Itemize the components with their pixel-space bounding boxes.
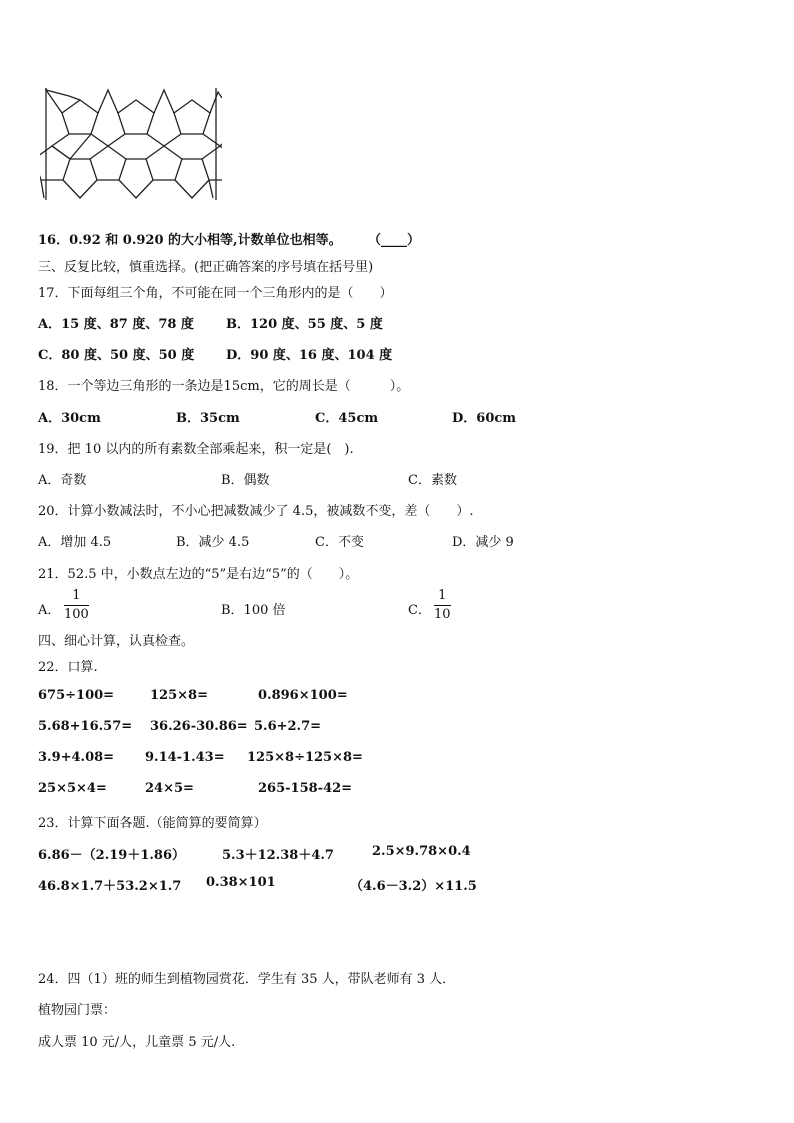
q22-item: 25×5×4=: [38, 781, 107, 796]
pentagon-shape: [174, 100, 210, 134]
q21-stem: 21．52.5 中，小数点左边的“5”是右边“5”的（ ）。: [38, 567, 359, 582]
pentagon-shape: [62, 100, 98, 134]
q22-item: 5.68+16.57=: [38, 719, 133, 734]
pentagon-shape: [202, 146, 222, 180]
tessellation-pentagons: [40, 100, 222, 180]
q20-option-b[interactable]: B．减少 4.5: [176, 535, 250, 550]
q19-stem: 19．把 10 以内的所有素数全部乘起来，积一定是( ).: [38, 442, 354, 457]
fraction-bar: [64, 605, 89, 606]
q20-option-c[interactable]: C．不变: [315, 535, 364, 550]
star-edges: [147, 134, 181, 146]
q23-item: 6.86－（2.19＋1.86）: [38, 848, 185, 863]
star-edges: [91, 134, 125, 146]
q18-stem: 18．一个等边三角形的一条边是15cm，它的周长是（ ）。: [38, 379, 410, 394]
q22-item: 125×8÷125×8=: [247, 750, 363, 765]
figure-frame-ticks: [46, 88, 216, 200]
q22-item: 265-158-42=: [258, 781, 353, 796]
q24-line2: 植物园门票：: [38, 1003, 117, 1018]
q22-item: 5.6+2.7=: [254, 719, 322, 734]
q16-answer-blank[interactable]: （____）: [368, 233, 421, 248]
section3-title: 三、反复比较，慎重选择。(把正确答案的序号填在括号里): [38, 260, 374, 275]
q23-item: 5.3＋12.38＋4.7: [222, 848, 334, 863]
q18-option-b[interactable]: B．35cm: [176, 411, 240, 426]
q19-option-a[interactable]: A．奇数: [38, 473, 87, 488]
section4-title: 四、细心计算，认真检查。: [38, 634, 195, 649]
fraction-numerator: 1: [438, 588, 447, 603]
q22-item: 125×8=: [150, 688, 208, 703]
star-edges: [63, 180, 97, 198]
q21-option-a-label[interactable]: A．: [38, 603, 61, 618]
q24-line3: 成人票 10 元/人，儿童票 5 元/人.: [38, 1035, 236, 1050]
q22-item: 24×5=: [145, 781, 194, 796]
q24-stem: 24．四（1）班的师生到植物园赏花．学生有 35 人，带队老师有 3 人．: [38, 972, 456, 987]
pentagon-shape: [118, 100, 154, 134]
q18-option-c[interactable]: C．45cm: [315, 411, 379, 426]
q21-option-c-label[interactable]: C．: [408, 603, 431, 618]
q17-option-d[interactable]: D．90 度、16 度、104 度: [226, 348, 393, 363]
star-edges: [46, 90, 80, 113]
fraction-numerator: 1: [72, 588, 81, 603]
star-edges: [209, 180, 213, 198]
q23-stem: 23．计算下面各题.（能简算的要简算）: [38, 816, 267, 831]
q21-option-b[interactable]: B．100 倍: [221, 603, 286, 618]
q19-option-c[interactable]: C．素数: [408, 473, 457, 488]
star-edges: [41, 180, 44, 198]
q22-item: 9.14-1.43=: [145, 750, 225, 765]
q16-line: [38, 229, 342, 248]
q21-option-a-fraction: [64, 588, 89, 623]
star-edges: [175, 180, 209, 198]
q22-item: 36.26-30.86=: [150, 719, 248, 734]
q17-stem: 17．下面每组三个角，不可能在同一个三角形内的是（ ）: [38, 286, 393, 301]
q18-option-d[interactable]: D．60cm: [452, 411, 517, 426]
star-edges: [119, 180, 153, 198]
q22-item: 3.9+4.08=: [38, 750, 115, 765]
pentagon-tessellation-figure: [40, 88, 222, 200]
star-edges: [154, 90, 174, 113]
q20-stem: 20．计算小数减法时，不小心把减数减少了 4.5，被减数不变，差（ ）.: [38, 504, 474, 519]
q17-option-a[interactable]: A．15 度、87 度、78 度: [38, 317, 194, 332]
fraction-denominator: 10: [434, 607, 451, 622]
q18-option-a[interactable]: A．30cm: [38, 411, 101, 426]
q16-text: 16．0.92 和 0.920 的大小相等,计数单位也相等。: [38, 233, 342, 248]
q19-option-b[interactable]: B．偶数: [221, 473, 270, 488]
pentagon-shape: [40, 146, 70, 180]
q22-item: 675÷100=: [38, 688, 115, 703]
fraction-denominator: 100: [64, 607, 89, 622]
q17-option-b[interactable]: B．120 度、55 度、5 度: [226, 317, 383, 332]
pentagon-shape: [90, 146, 126, 180]
q21-option-c-fraction: [434, 588, 451, 623]
q23-item: 46.8×1.7＋53.2×1.7: [38, 879, 182, 894]
q22-item: 0.896×100=: [258, 688, 348, 703]
tessellation-stars: [41, 90, 222, 198]
q20-option-a[interactable]: A．增加 4.5: [38, 535, 112, 550]
q20-option-d[interactable]: D．减少 9: [452, 535, 514, 550]
q23-item: （4.6－3.2）×11.5: [350, 879, 477, 894]
q22-stem: 22．口算.: [38, 660, 98, 675]
star-edges: [203, 134, 222, 146]
fraction-bar: [434, 605, 451, 606]
star-edges: [98, 90, 118, 113]
q23-item: 0.38×101: [206, 875, 276, 890]
pentagon-shape: [146, 146, 182, 180]
q17-option-c[interactable]: C．80 度、50 度、50 度: [38, 348, 195, 363]
q23-item: 2.5×9.78×0.4: [372, 844, 471, 859]
star-edges: [52, 134, 91, 159]
